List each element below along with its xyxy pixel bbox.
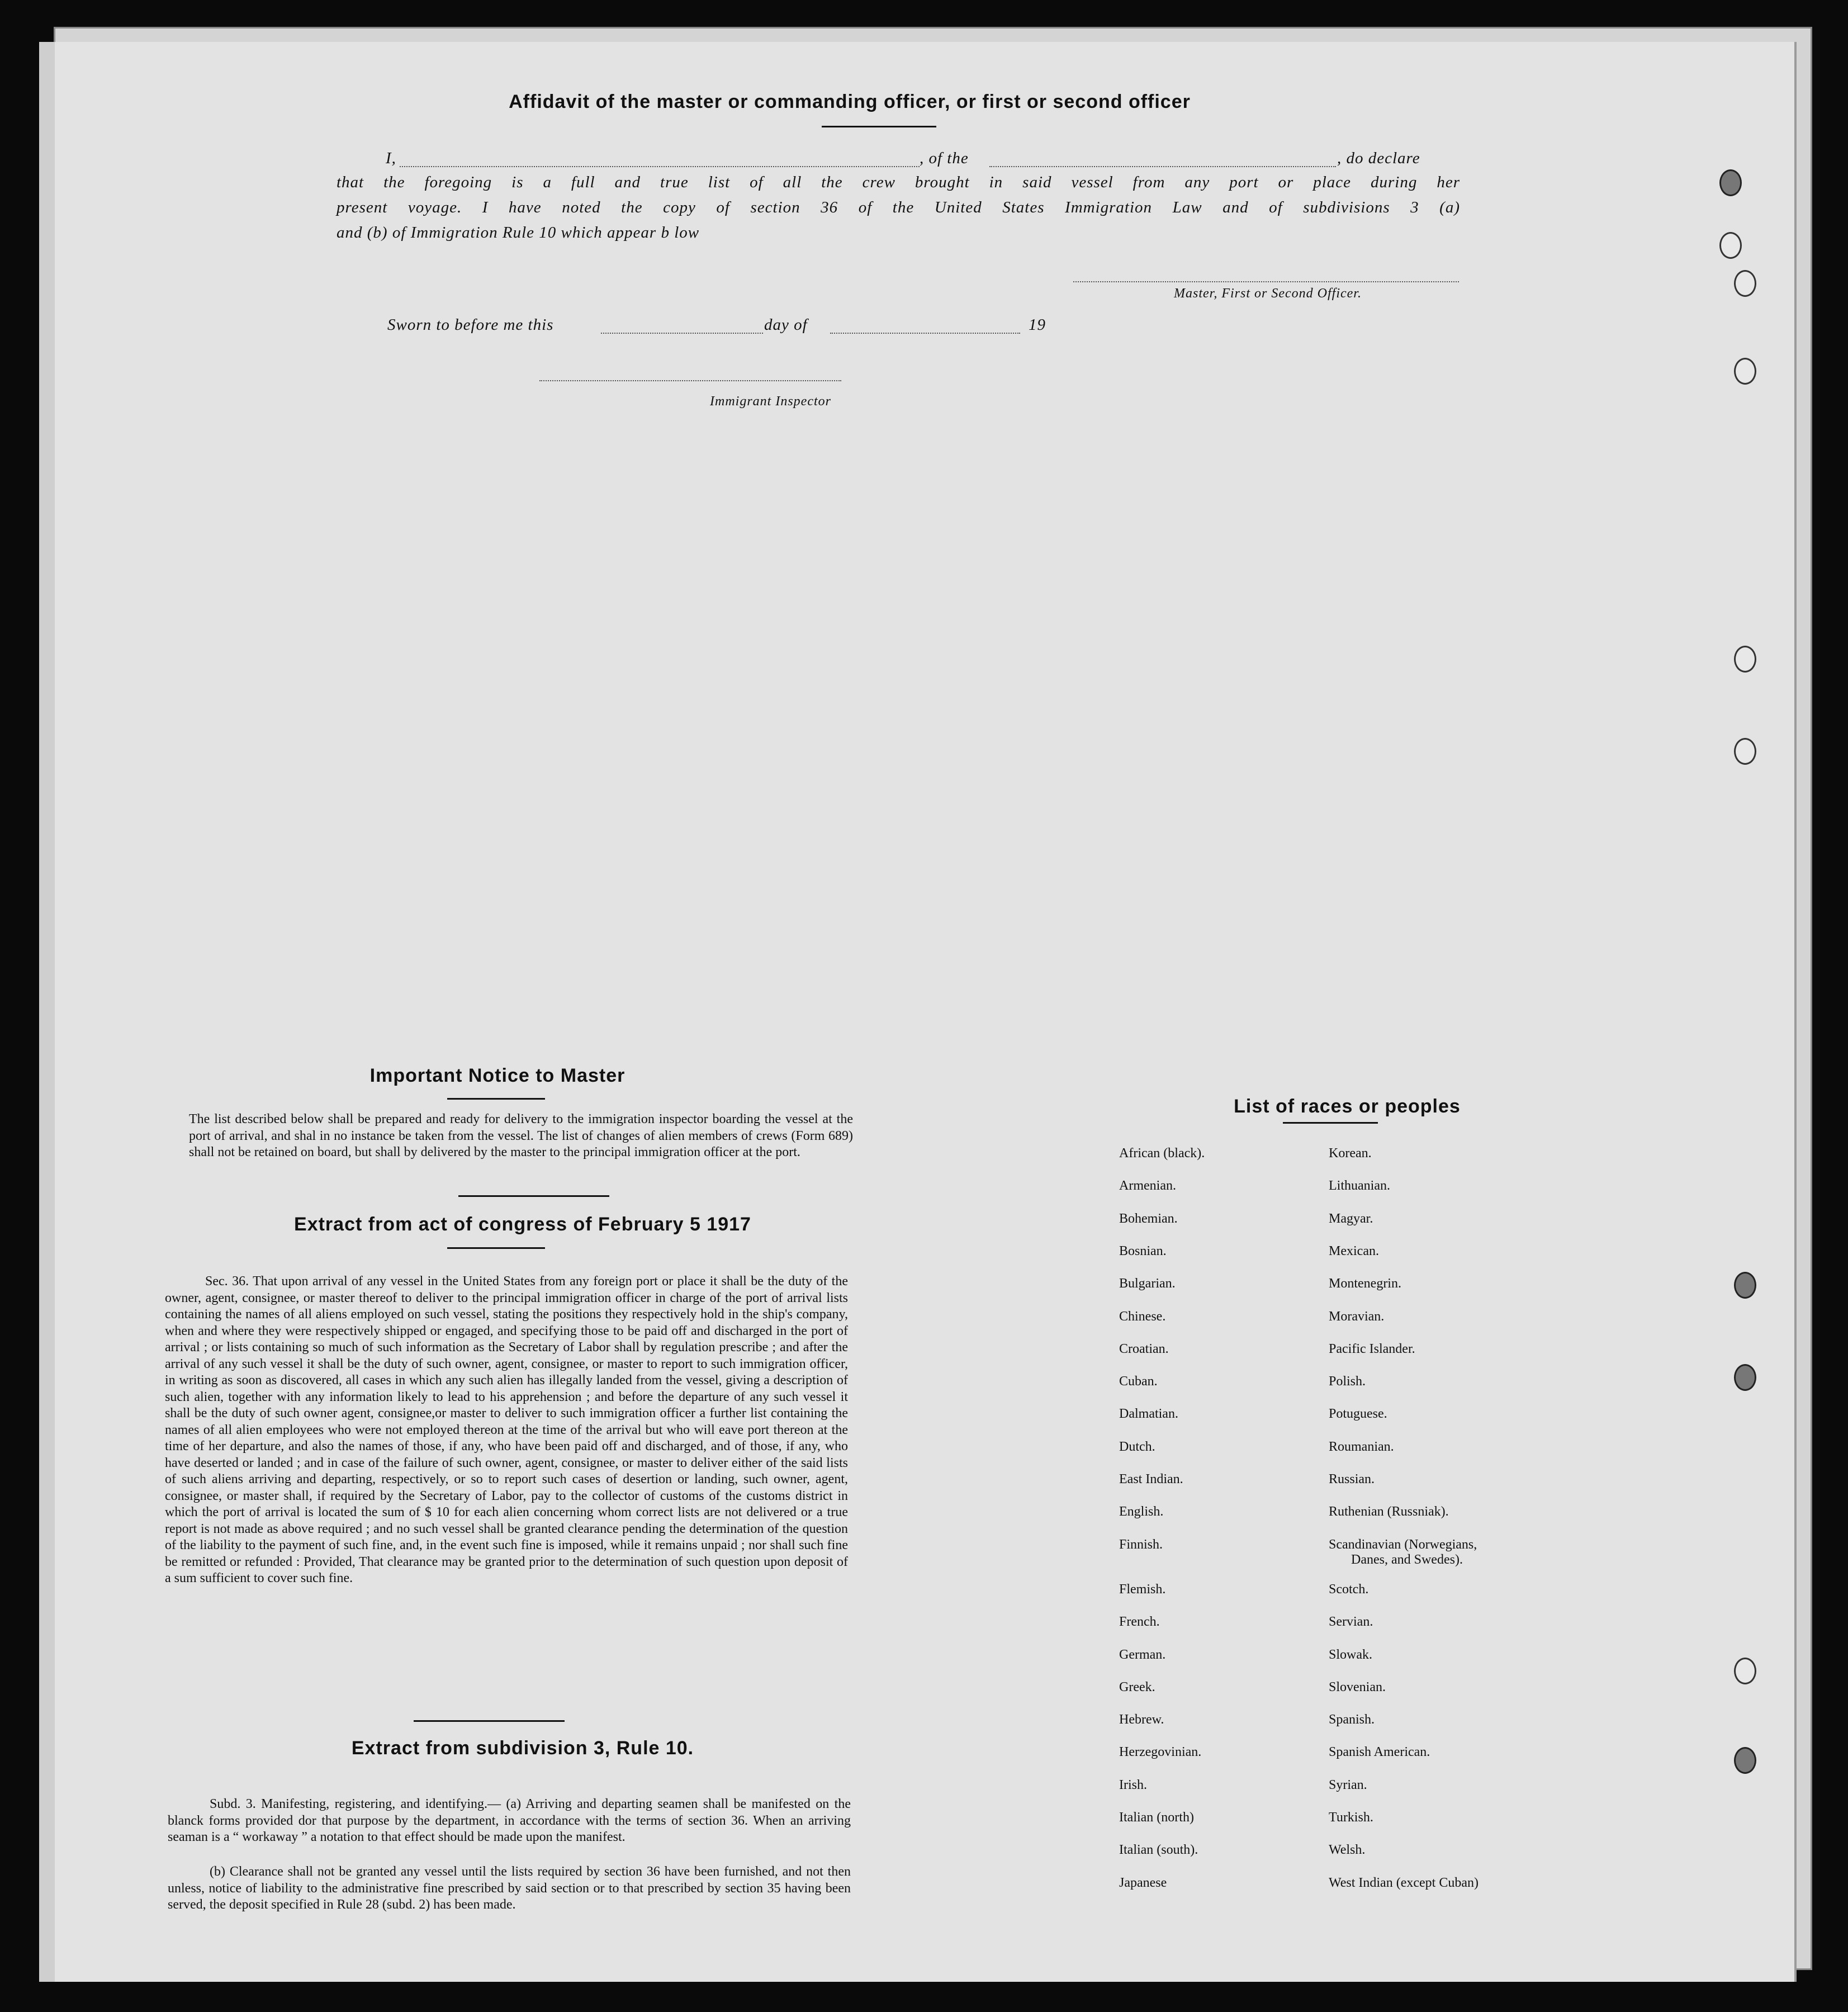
race-right-item: Korean. [1329, 1146, 1372, 1161]
race-right-item: Scotch. [1329, 1582, 1369, 1597]
race-right-item: Spanish. [1329, 1712, 1375, 1727]
race-right-item: Slovenian. [1329, 1679, 1386, 1694]
binder-hole [1734, 270, 1756, 297]
binder-hole [1734, 738, 1756, 765]
vessel-name-field[interactable] [989, 166, 1336, 167]
race-left-item: Greek. [1119, 1679, 1155, 1694]
race-right-item: Spanish American. [1329, 1745, 1430, 1760]
race-left-item: African (black). [1119, 1146, 1205, 1161]
race-left-item: Irish. [1119, 1777, 1147, 1792]
race-right-item: Montenegrin. [1329, 1276, 1401, 1291]
race-right-item: Welsh. [1329, 1843, 1366, 1858]
affidavit-of-the-label: , of the [920, 149, 969, 167]
race-right-item: Moravian. [1329, 1309, 1385, 1324]
manifest-page [39, 42, 1797, 1982]
race-right-item: West Indian (except Cuban) [1329, 1875, 1479, 1890]
race-left-item: Bulgarian. [1119, 1276, 1176, 1291]
races-title: List of races or peoples [1234, 1096, 1461, 1117]
notice-divider [458, 1195, 609, 1197]
race-right-item: Servian. [1329, 1615, 1373, 1630]
race-left-item: Flemish. [1119, 1582, 1166, 1597]
race-right-item: Scandinavian (Norwegians, [1329, 1537, 1477, 1552]
race-right-item: Slowak. [1329, 1647, 1372, 1662]
race-left-item: French. [1119, 1615, 1160, 1630]
extract-rule-para-a: Subd. 3. Manifesting, registering, and identifying.— (a) Arriving and departing seamen shall be manifested on the blanck forms provided dor that purpose by the department, in accordance with the terms of section 36. When an arriving seaman is a “ workaway ” a notation to that effect should be made upon the manifest. [168, 1797, 851, 1844]
extract-act-title: Extract from act of congress of February 5 1917 [294, 1214, 751, 1235]
affidavit-title: Affidavit of the master or commanding officer, or first or second officer [509, 91, 1191, 112]
extract-rule-para-b: (b) Clearance shall not be granted any vessel until the lists required by section 36 have been furnished, and not then unless, notice of liability to the administrative fine prescribed by said section or to that prescribed by section 35 having been served, the deposit specified in Rule 28 (subd. 2) has been made. [168, 1864, 851, 1912]
race-left-item: Italian (north) [1119, 1810, 1194, 1825]
notice-title-rule [447, 1098, 545, 1100]
race-right-item: Turkish. [1329, 1810, 1373, 1825]
extract-rule-title: Extract from subdivision 3, Rule 10. [351, 1738, 694, 1759]
notice-text: The list described below shall be prepared and ready for delivery to the immigration inspector boarding the vessel at the port of arrival, and shal in no instance be taken from the vessel. The list of changes of alien members of crews (Form 689) shall not be retained on board, but shall by delivered by the master to the principal immigration officer at the port. [189, 1112, 853, 1159]
race-left-item: Cuban. [1119, 1374, 1158, 1389]
master-signature-label: Master, First or Second Officer. [1174, 286, 1362, 301]
race-left-item: Herzegovinian. [1119, 1745, 1202, 1760]
day-of-label: day of [764, 316, 808, 334]
extract-act-divider [414, 1720, 565, 1722]
sworn-label: Sworn to before me this [387, 316, 554, 334]
race-right-item: Roumanian. [1329, 1439, 1394, 1454]
affidavit-line-2: present voyage. I have noted the copy of section 36 of the United States Immigration Law and of subdivisions 3 (a) [337, 198, 1460, 216]
sworn-month-field[interactable] [830, 333, 1020, 334]
race-right-item: Ruthenian (Russniak). [1329, 1504, 1449, 1519]
race-right-continuation: Danes, and Swedes). [1351, 1552, 1463, 1567]
affidavit-declare-label: , do declare [1337, 149, 1420, 167]
race-left-item: Croatian. [1119, 1341, 1169, 1356]
page-edge [39, 42, 55, 1982]
race-left-item: Italian (south). [1119, 1843, 1198, 1858]
race-left-item: Dalmatian. [1119, 1407, 1178, 1422]
binder-hole [1734, 646, 1756, 673]
race-left-item: English. [1119, 1504, 1164, 1519]
inspector-signature-field[interactable] [539, 380, 841, 381]
notice-title: Important Notice to Master [369, 1065, 626, 1086]
race-right-item: Potuguese. [1329, 1407, 1387, 1422]
affidavit-line-3: and (b) of Immigration Rule 10 which appear b low [337, 224, 700, 242]
race-left-item: East Indian. [1119, 1472, 1183, 1486]
race-left-item: German. [1119, 1647, 1166, 1662]
year-label: 19 [1029, 316, 1046, 334]
affidavit-i-label: I, [386, 149, 396, 167]
affidavit-line-1: that the foregoing is a full and true list of all the crew brought in said vessel from any port or place during her [337, 173, 1460, 191]
race-left-item: Bohemian. [1119, 1211, 1178, 1226]
affiant-name-field[interactable] [400, 166, 920, 167]
binder-hole [1734, 1747, 1756, 1774]
race-right-item: Polish. [1329, 1374, 1366, 1389]
race-right-item: Russian. [1329, 1472, 1375, 1486]
race-left-item: Bosnian. [1119, 1243, 1167, 1258]
race-right-item: Lithuanian. [1329, 1178, 1390, 1194]
races-title-rule [1283, 1122, 1378, 1124]
master-signature-field[interactable] [1073, 281, 1459, 282]
sworn-day-field[interactable] [601, 333, 763, 334]
binder-hole [1734, 1658, 1756, 1684]
race-right-item: Syrian. [1329, 1777, 1367, 1792]
inspector-label: Immigrant Inspector [710, 394, 831, 409]
extract-act-title-rule [447, 1247, 545, 1249]
race-right-item: Pacific Islander. [1329, 1341, 1415, 1356]
binder-hole [1734, 1364, 1756, 1391]
race-left-item: Japanese [1119, 1875, 1167, 1890]
race-left-item: Finnish. [1119, 1537, 1163, 1552]
race-left-item: Hebrew. [1119, 1712, 1164, 1727]
race-right-item: Mexican. [1329, 1243, 1379, 1258]
binder-hole [1734, 358, 1756, 385]
affidavit-title-rule [822, 126, 936, 127]
race-left-item: Dutch. [1119, 1439, 1155, 1454]
race-left-item: Armenian. [1119, 1178, 1176, 1194]
race-left-item: Chinese. [1119, 1309, 1166, 1324]
binder-hole [1719, 169, 1742, 196]
binder-hole [1734, 1272, 1756, 1299]
binder-hole [1719, 232, 1742, 259]
extract-act-text: Sec. 36. That upon arrival of any vessel in the United States from any foreign port or place it shall be the duty of the owner, agent, consignee, or master thereof to deliver to the principal immigration officer in charge of the port of arrival lists containing the names of all aliens employed on such vessel, stating the positions they respectively hold in the ship's company, when and where they were respectively shipped or engaged, and specifying those to be paid off and discharged in the port of arrival ; or lists containing so much of such information as the Secretary of Labor shall by regulation prescribe ; and after the arrival of any such vessel it shall be the duty of such owner, agent, consignee, or master to report to such immigration officer, in writing as soon as discovered, all cases in which any such alien has illegally landed from the vessel, giving a description of such alien, together with any information likely to lead to his apprehension ; and before the departure of any such vessel it shall be the duty of such owner agent, consignee,or master to deliver to such immigration officer a further list containing the names of all alien employees who were not employed thereon at the time of the arrival but who will eave port thereon at the time of her departure, and also the names of those, if any, who have been paid off and discharged, and of those, if any, who have deserted or landed ; and in case of the failure of such owner, agent, consignee, or master to deliver either of the said lists of such aliens arriving and departing, respectively, or so to report such cases of desertion or landing, such owner, agent, consignee, or master shall, if required by the Secretary of Labor, pay to the collector of customs of the customs district in which the port of arrival is located the sum of $ 10 for each alien concerning whom correct lists are not delivered or a true report is not made as above required ; and no such vessel shall be granted clearance pending the determination of the question of the liability to the payment of such fine, and, in the event such fine is imposed, while it remains unpaid ; nor shall such fine be remitted or refunded : Provided, That clearance may be granted prior to the determination of such question upon deposit of a sum sufficient to cover such fine. [165, 1274, 848, 1585]
race-right-item: Magyar. [1329, 1211, 1373, 1226]
